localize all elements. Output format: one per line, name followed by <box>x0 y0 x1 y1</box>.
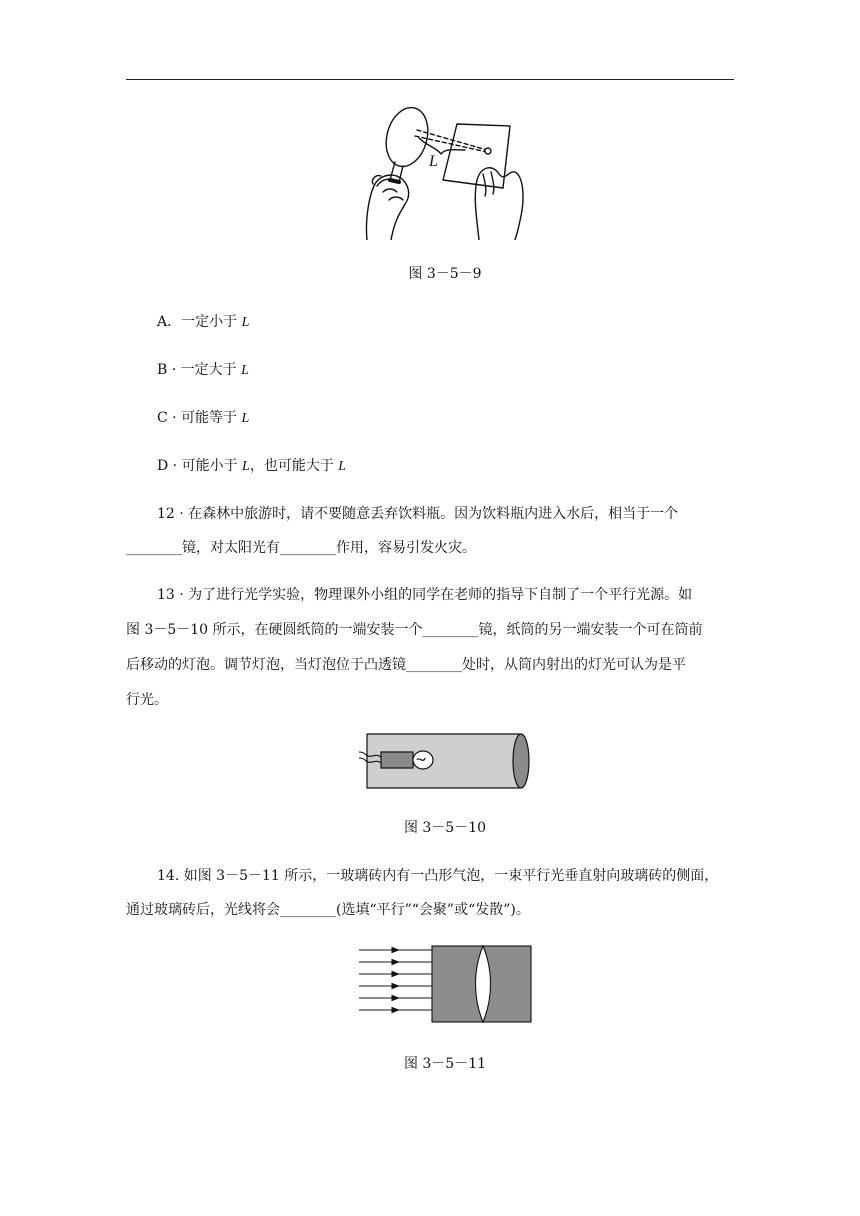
question-13-line-1: 13 · 为了进行光学实验，物理课外小组的同学在老师的指导下自制了一个平行光源。如 <box>157 587 693 603</box>
figure-caption: 图 3－5－11 <box>403 1056 487 1072</box>
question-13-line-2: 图 3－5－10 所示，在硬圆纸筒的一端安装一个________镜，纸筒的另一端安装一个可在筒前 <box>126 622 703 638</box>
figure-3-5-11 <box>355 942 535 1026</box>
option-d: D · 可能小于 L，也可能大于 L <box>157 458 347 474</box>
figure-3-5-9 <box>355 100 530 240</box>
question-12-line-1: 12 · 在森林中旅游时，请不要随意丢弃饮料瓶。因为饮料瓶内进入水后，相当于一个 <box>157 506 679 522</box>
header-rule <box>126 79 734 80</box>
magnifier-lens-shape <box>380 103 434 171</box>
question-14-line-1: 14. 如图 3－5－11 所示，一玻璃砖内有一凸形气泡，一束平行光垂直射向玻璃砖的侧面， <box>157 868 719 884</box>
option-c: C · 可能等于 L <box>157 410 250 426</box>
question-13-line-4: 行光。 <box>126 692 168 708</box>
figure-caption: 图 3－5－10 <box>403 820 487 836</box>
question-14-line-2: 通过玻璃砖后，光线将会________(选填“平行”“会聚”或“发散”)。 <box>126 902 530 918</box>
option-a: A．一定小于 L <box>157 314 250 330</box>
figure-label-L: L <box>429 153 438 170</box>
figure-3-5-10 <box>357 730 533 792</box>
question-12-line-2: ________镜，对太阳光有________作用，容易引发火灾。 <box>126 540 476 556</box>
question-13-line-3: 后移动的灯泡。调节灯泡，当灯泡位于凸透镜________处时，从筒内射出的灯光可认为是平 <box>126 657 686 673</box>
bulb-socket-shape <box>381 752 413 768</box>
tube-opening-shape <box>513 734 529 788</box>
option-b: B · 一定大于 L <box>157 362 249 378</box>
figure-caption: 图 3－5－9 <box>408 266 482 282</box>
